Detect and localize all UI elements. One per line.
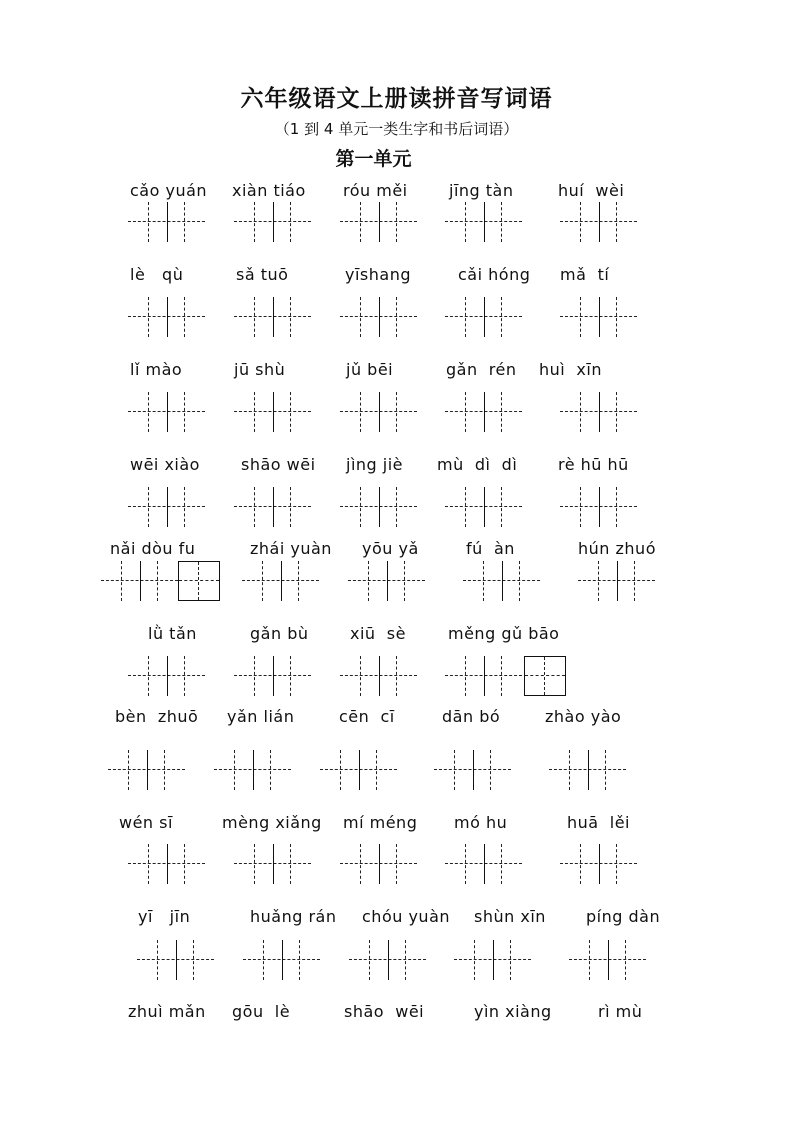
writing-grid[interactable]: [340, 297, 417, 337]
grid-dashed-guide: [396, 392, 397, 432]
writing-grid[interactable]: [320, 750, 397, 790]
grid-dashed-guide: [290, 202, 291, 242]
grid-dashed-guide: [184, 656, 185, 696]
writing-grid[interactable]: [454, 940, 531, 980]
pinyin-word: xiàn tiáo: [232, 181, 306, 200]
grid-solid-divider: [273, 392, 274, 432]
writing-grid[interactable]: [214, 750, 291, 790]
writing-grid[interactable]: [340, 202, 417, 242]
grid-dashed-guide: [616, 487, 617, 527]
grid-dashed-guide: [184, 392, 185, 432]
grid-dashed-guide: [360, 297, 361, 337]
pinyin-word: rì mù: [598, 1002, 643, 1021]
pinyin-word: jìng jiè: [346, 455, 404, 474]
writing-grid[interactable]: [445, 487, 522, 527]
page-title: 六年级语文上册读拼音写词语: [240, 86, 553, 112]
grid-dashed-guide: [263, 940, 264, 980]
grid-dashed-guide: [234, 750, 235, 790]
writing-grid[interactable]: [445, 656, 522, 696]
grid-solid-divider: [273, 202, 274, 242]
writing-grid[interactable]: [463, 561, 540, 601]
grid-dashed-guide: [580, 392, 581, 432]
pinyin-word: hún zhuó: [578, 539, 656, 558]
grid-dashed-guide: [396, 656, 397, 696]
grid-dashed-guide: [510, 940, 511, 980]
grid-solid-divider: [140, 561, 141, 601]
writing-grid[interactable]: [128, 202, 205, 242]
writing-grid[interactable]: [128, 844, 205, 884]
writing-grid[interactable]: [234, 392, 311, 432]
writing-grid[interactable]: [560, 844, 637, 884]
grid-dashed-guide: [157, 940, 158, 980]
grid-solid-divider: [599, 297, 600, 337]
grid-dashed-guide: [290, 392, 291, 432]
grid-dashed-guide: [360, 202, 361, 242]
pinyin-word: mèng xiǎng: [222, 813, 322, 832]
grid-solid-divider: [599, 487, 600, 527]
pinyin-word: dān bó: [442, 707, 501, 726]
writing-grid[interactable]: [445, 844, 522, 884]
pinyin-word: shāo wēi: [241, 455, 316, 474]
writing-grid[interactable]: [340, 392, 417, 432]
pinyin-word: cēn cī: [339, 707, 395, 726]
grid-dashed-guide: [376, 750, 377, 790]
grid-dashed-guide: [148, 844, 149, 884]
pinyin-word: huí wèi: [558, 181, 625, 200]
grid-dashed-guide: [580, 202, 581, 242]
grid-dashed-guide: [369, 940, 370, 980]
pinyin-word: yī jīn: [138, 907, 191, 926]
grid-dashed-guide: [262, 561, 263, 601]
grid-solid-divider: [273, 297, 274, 337]
grid-dashed-guide: [148, 202, 149, 242]
box-centerline: [198, 562, 199, 600]
grid-solid-divider: [588, 750, 589, 790]
grid-dashed-guide: [404, 561, 405, 601]
writing-grid[interactable]: [434, 750, 511, 790]
grid-solid-divider: [484, 487, 485, 527]
grid-dashed-guide: [148, 487, 149, 527]
writing-grid[interactable]: [101, 561, 178, 601]
grid-dashed-guide: [148, 392, 149, 432]
grid-solid-divider: [484, 297, 485, 337]
pinyin-word: huǎng rán: [250, 907, 337, 926]
grid-solid-divider: [484, 392, 485, 432]
grid-solid-divider: [379, 202, 380, 242]
grid-solid-divider: [167, 844, 168, 884]
grid-dashed-guide: [396, 297, 397, 337]
pinyin-word: lè qù: [130, 265, 184, 284]
writing-grid[interactable]: [445, 202, 522, 242]
grid-dashed-guide: [490, 750, 491, 790]
grid-dashed-guide: [157, 561, 158, 601]
page-subtitle: （1 到 4 单元一类生字和书后词语）: [274, 120, 519, 138]
pinyin-word: sǎ tuō: [236, 265, 289, 284]
grid-dashed-guide: [254, 844, 255, 884]
writing-grid[interactable]: [445, 297, 522, 337]
grid-solid-divider: [167, 656, 168, 696]
grid-dashed-guide: [501, 656, 502, 696]
grid-solid-divider: [167, 392, 168, 432]
grid-dashed-guide: [396, 487, 397, 527]
writing-grid[interactable]: [234, 202, 311, 242]
pinyin-word: shùn xīn: [474, 907, 546, 926]
grid-solid-divider: [176, 940, 177, 980]
grid-solid-divider: [379, 487, 380, 527]
grid-dashed-guide: [616, 202, 617, 242]
grid-dashed-guide: [270, 750, 271, 790]
pinyin-word: bèn zhuō: [115, 707, 199, 726]
grid-dashed-guide: [465, 656, 466, 696]
grid-dashed-guide: [298, 561, 299, 601]
grid-dashed-guide: [360, 487, 361, 527]
writing-grid[interactable]: [128, 656, 205, 696]
grid-solid-divider: [387, 561, 388, 601]
grid-dashed-guide: [396, 202, 397, 242]
grid-dashed-guide: [290, 844, 291, 884]
pinyin-word: wén sī: [119, 813, 173, 832]
writing-grid[interactable]: [128, 392, 205, 432]
grid-solid-divider: [617, 561, 618, 601]
grid-solid-divider: [273, 656, 274, 696]
writing-grid[interactable]: [128, 487, 205, 527]
grid-dashed-guide: [519, 561, 520, 601]
unit-heading: 第一单元: [335, 148, 412, 170]
pinyin-word: gǎn rén: [446, 360, 517, 379]
grid-solid-divider: [379, 844, 380, 884]
writing-grid[interactable]: [560, 392, 637, 432]
grid-dashed-guide: [360, 392, 361, 432]
pinyin-word: huā lěi: [567, 813, 630, 832]
grid-solid-divider: [502, 561, 503, 601]
grid-dashed-guide: [128, 750, 129, 790]
writing-grid[interactable]: [234, 656, 311, 696]
grid-solid-divider: [281, 561, 282, 601]
grid-dashed-guide: [254, 487, 255, 527]
character-box[interactable]: [178, 561, 220, 601]
pinyin-word: róu měi: [343, 181, 408, 200]
box-centerline: [544, 657, 545, 695]
grid-dashed-guide: [580, 844, 581, 884]
pinyin-word: mí méng: [343, 813, 418, 832]
grid-solid-divider: [253, 750, 254, 790]
pinyin-word: yǎn lián: [227, 707, 295, 726]
grid-dashed-guide: [184, 844, 185, 884]
grid-dashed-guide: [299, 940, 300, 980]
pinyin-word: yōu yǎ: [362, 539, 419, 558]
grid-solid-divider: [599, 392, 600, 432]
pinyin-word: nǎi dòu fu: [110, 539, 196, 558]
grid-dashed-guide: [254, 297, 255, 337]
grid-dashed-guide: [501, 297, 502, 337]
pinyin-word: zhái yuàn: [250, 539, 332, 558]
grid-dashed-guide: [501, 202, 502, 242]
grid-dashed-guide: [184, 487, 185, 527]
grid-solid-divider: [273, 487, 274, 527]
writing-grid[interactable]: [242, 561, 319, 601]
pinyin-word: mǎ tí: [560, 265, 610, 284]
grid-dashed-guide: [254, 202, 255, 242]
grid-dashed-guide: [616, 392, 617, 432]
grid-dashed-guide: [580, 487, 581, 527]
writing-grid[interactable]: [137, 940, 214, 980]
grid-dashed-guide: [454, 750, 455, 790]
grid-dashed-guide: [501, 392, 502, 432]
writing-grid[interactable]: [243, 940, 320, 980]
pinyin-word: fú àn: [466, 539, 515, 558]
grid-dashed-guide: [121, 561, 122, 601]
writing-grid[interactable]: [128, 297, 205, 337]
pinyin-word: jǔ bēi: [346, 360, 394, 379]
grid-dashed-guide: [634, 561, 635, 601]
grid-dashed-guide: [340, 750, 341, 790]
pinyin-word: yīshang: [345, 265, 411, 284]
writing-grid[interactable]: [569, 940, 646, 980]
grid-dashed-guide: [569, 750, 570, 790]
pinyin-word: wēi xiào: [130, 455, 200, 474]
pinyin-word: gǎn bù: [250, 624, 309, 643]
grid-dashed-guide: [290, 297, 291, 337]
writing-grid[interactable]: [549, 750, 626, 790]
grid-dashed-guide: [193, 940, 194, 980]
grid-dashed-guide: [616, 844, 617, 884]
grid-dashed-guide: [589, 940, 590, 980]
writing-grid[interactable]: [340, 844, 417, 884]
pinyin-word: píng dàn: [586, 907, 661, 926]
grid-dashed-guide: [405, 940, 406, 980]
grid-dashed-guide: [605, 750, 606, 790]
pinyin-word: lǐ mào: [130, 360, 183, 379]
grid-dashed-guide: [184, 297, 185, 337]
pinyin-word: jīng tàn: [449, 181, 514, 200]
grid-dashed-guide: [474, 940, 475, 980]
grid-dashed-guide: [616, 297, 617, 337]
writing-grid[interactable]: [340, 656, 417, 696]
grid-dashed-guide: [580, 297, 581, 337]
grid-solid-divider: [484, 844, 485, 884]
grid-solid-divider: [359, 750, 360, 790]
pinyin-word: yìn xiàng: [474, 1002, 552, 1021]
grid-dashed-guide: [360, 844, 361, 884]
grid-dashed-guide: [501, 487, 502, 527]
pinyin-word: cǎi hóng: [458, 265, 531, 284]
pinyin-word: shāo wēi: [344, 1002, 425, 1021]
character-box[interactable]: [524, 656, 566, 696]
pinyin-word: chóu yuàn: [362, 907, 451, 926]
grid-dashed-guide: [360, 656, 361, 696]
grid-dashed-guide: [598, 561, 599, 601]
grid-solid-divider: [379, 297, 380, 337]
writing-grid[interactable]: [234, 297, 311, 337]
grid-dashed-guide: [254, 656, 255, 696]
grid-dashed-guide: [465, 392, 466, 432]
grid-solid-divider: [599, 202, 600, 242]
grid-solid-divider: [147, 750, 148, 790]
grid-solid-divider: [473, 750, 474, 790]
writing-grid[interactable]: [348, 561, 425, 601]
writing-grid[interactable]: [340, 487, 417, 527]
grid-solid-divider: [379, 392, 380, 432]
writing-grid[interactable]: [349, 940, 426, 980]
grid-solid-divider: [167, 202, 168, 242]
pinyin-word: zhào yào: [545, 707, 622, 726]
grid-dashed-guide: [254, 392, 255, 432]
pinyin-word: mó hu: [454, 813, 508, 832]
grid-solid-divider: [599, 844, 600, 884]
pinyin-word: huì xīn: [539, 360, 602, 379]
grid-dashed-guide: [368, 561, 369, 601]
box-midline: [525, 675, 565, 676]
grid-dashed-guide: [164, 750, 165, 790]
grid-dashed-guide: [184, 202, 185, 242]
writing-grid[interactable]: [108, 750, 185, 790]
writing-grid[interactable]: [445, 392, 522, 432]
grid-solid-divider: [379, 656, 380, 696]
grid-dashed-guide: [148, 297, 149, 337]
grid-solid-divider: [167, 297, 168, 337]
grid-dashed-guide: [465, 297, 466, 337]
grid-dashed-guide: [290, 656, 291, 696]
pinyin-word: cǎo yuán: [130, 181, 208, 200]
grid-solid-divider: [273, 844, 274, 884]
writing-grid[interactable]: [578, 561, 655, 601]
grid-dashed-guide: [465, 844, 466, 884]
pinyin-word: lǜ tǎn: [148, 624, 197, 643]
grid-dashed-guide: [465, 487, 466, 527]
pinyin-word: gōu lè: [232, 1002, 291, 1021]
pinyin-word: zhuì mǎn: [128, 1002, 206, 1021]
grid-dashed-guide: [290, 487, 291, 527]
grid-dashed-guide: [396, 844, 397, 884]
grid-dashed-guide: [501, 844, 502, 884]
grid-solid-divider: [484, 202, 485, 242]
grid-solid-divider: [388, 940, 389, 980]
pinyin-word: jū shù: [234, 360, 286, 379]
pinyin-word: měng gǔ bāo: [448, 624, 560, 643]
pinyin-word: rè hū hū: [558, 455, 629, 474]
pinyin-word: mù dì dì: [437, 455, 518, 474]
writing-grid[interactable]: [234, 487, 311, 527]
grid-dashed-guide: [483, 561, 484, 601]
grid-solid-divider: [608, 940, 609, 980]
writing-grid[interactable]: [560, 297, 637, 337]
grid-solid-divider: [484, 656, 485, 696]
writing-grid[interactable]: [234, 844, 311, 884]
grid-dashed-guide: [625, 940, 626, 980]
grid-solid-divider: [493, 940, 494, 980]
grid-solid-divider: [282, 940, 283, 980]
grid-dashed-guide: [148, 656, 149, 696]
grid-solid-divider: [167, 487, 168, 527]
grid-dashed-guide: [465, 202, 466, 242]
pinyin-word: xiū sè: [350, 624, 406, 643]
box-midline: [179, 580, 219, 581]
writing-grid[interactable]: [560, 487, 637, 527]
writing-grid[interactable]: [560, 202, 637, 242]
